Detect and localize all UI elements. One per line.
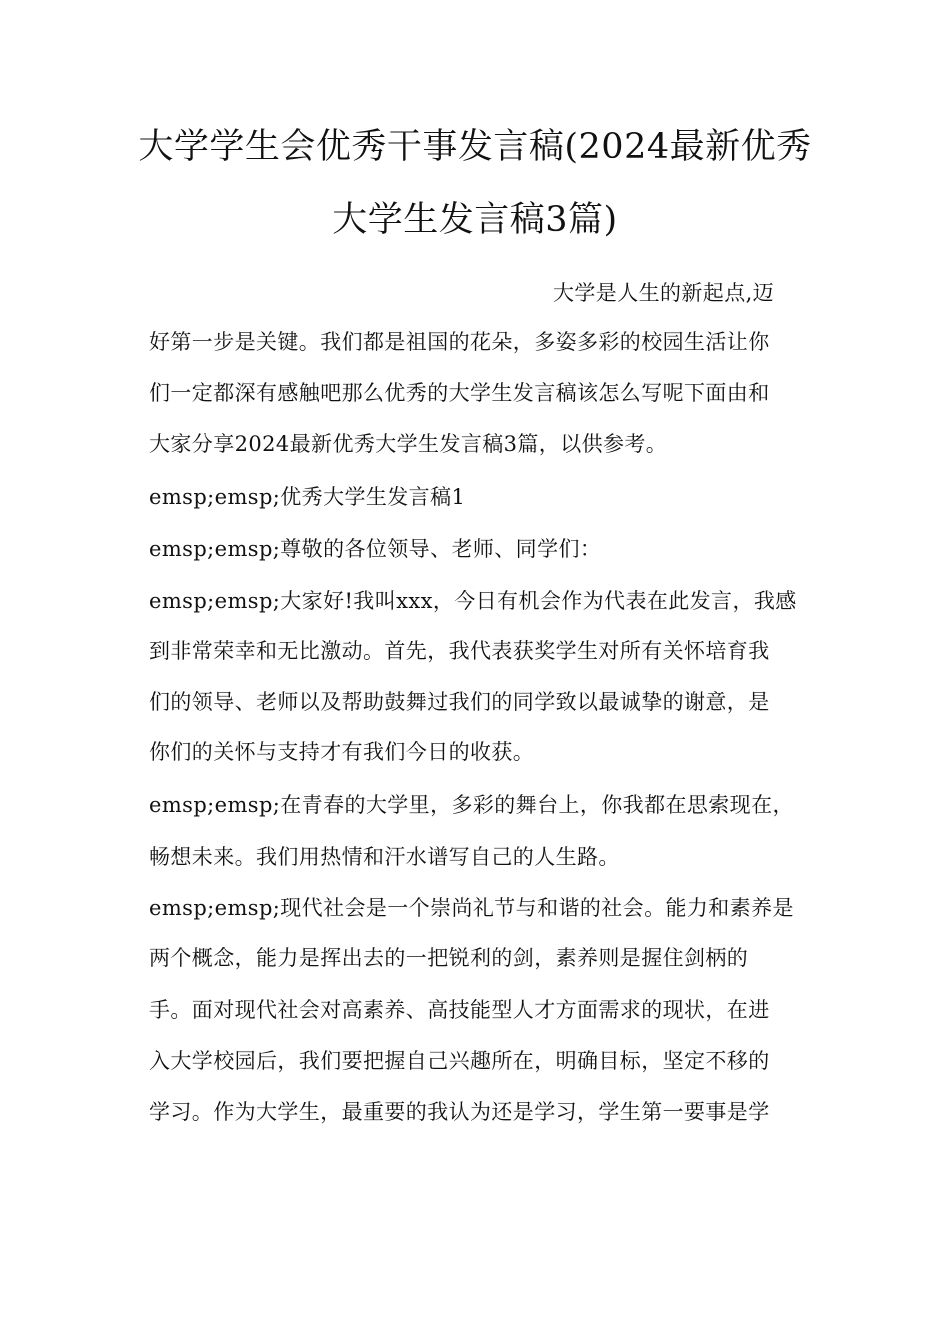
body-line: 们的领导、老师以及帮助鼓舞过我们的同学致以最诚挚的谢意，是 bbox=[149, 690, 770, 714]
body-line: 到非常荣幸和无比激动。首先，我代表获奖学生对所有关怀培育我 bbox=[149, 639, 770, 663]
body-line: 畅想未来。我们用热情和汗水谱写自己的人生路。 bbox=[149, 845, 620, 869]
body-line: 入大学校园后，我们要把握自己兴趣所在，明确目标，坚定不移的 bbox=[149, 1049, 770, 1073]
body-line: emsp;emsp;优秀大学生发言稿1 bbox=[149, 485, 466, 509]
body-line: 手。面对现代社会对高素养、高技能型人才方面需求的现状，在进 bbox=[149, 998, 770, 1022]
body-line: 两个概念，能力是挥出去的一把锐利的剑，素养则是握住剑柄的 bbox=[149, 946, 749, 970]
body-line: 大学是人生的新起点,迈 bbox=[553, 281, 775, 305]
body-line: 你们的关怀与支持才有我们今日的收获。 bbox=[149, 740, 535, 764]
document-title-line-2: 大学生发言稿3篇) bbox=[332, 200, 618, 240]
body-line: 大家分享2024最新优秀大学生发言稿3篇，以供参考。 bbox=[149, 432, 668, 456]
body-line: emsp;emsp;大家好!我叫xxx，今日有机会作为代表在此发言，我感 bbox=[149, 589, 797, 613]
body-line: emsp;emsp;在青春的大学里，多彩的舞台上，你我都在思索现在， bbox=[149, 793, 794, 817]
body-line: emsp;emsp;现代社会是一个崇尚礼节与和谐的社会。能力和素养是 bbox=[149, 896, 794, 920]
body-line: 学习。作为大学生，最重要的我认为还是学习，学生第一要事是学 bbox=[149, 1100, 770, 1124]
document-title-line-1: 大学学生会优秀干事发言稿(2024最新优秀 bbox=[138, 127, 812, 167]
body-line: 们一定都深有感触吧那么优秀的大学生发言稿该怎么写呢下面由和 bbox=[149, 381, 770, 405]
body-line: 好第一步是关键。我们都是祖国的花朵，多姿多彩的校园生活让你 bbox=[149, 330, 770, 354]
body-line: emsp;emsp;尊敬的各位领导、老师、同学们： bbox=[149, 537, 602, 561]
